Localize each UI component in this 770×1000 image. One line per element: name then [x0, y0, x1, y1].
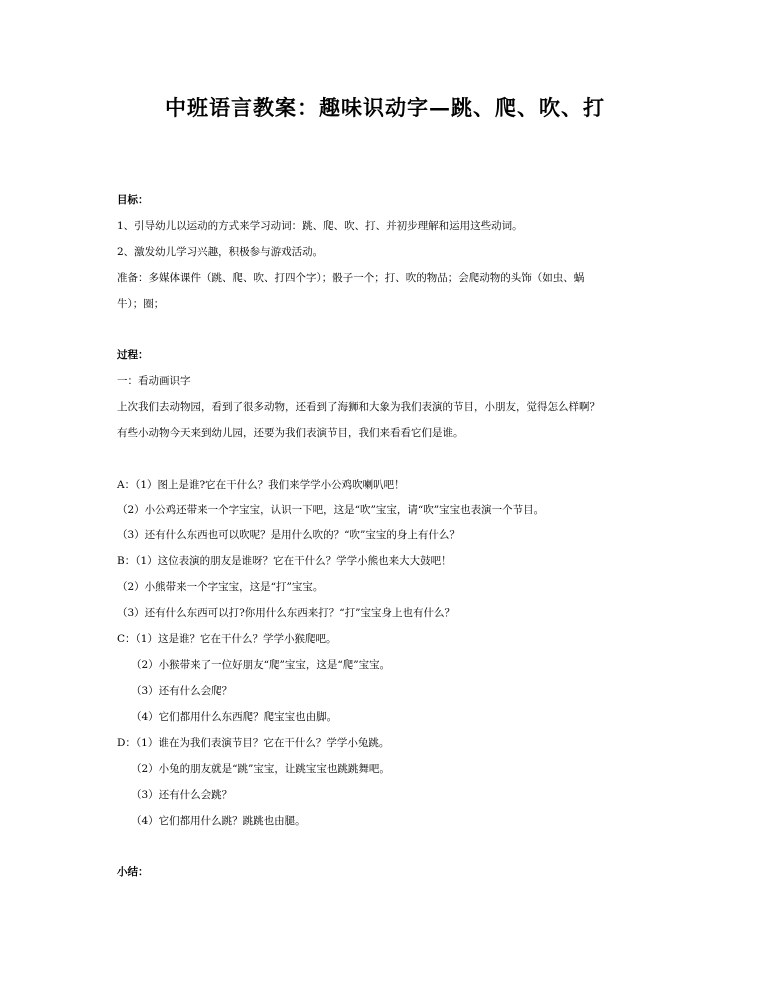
part-a-line-2: （2）小公鸡还带来一个字宝宝，认识一下吧，这是“吹”宝宝，请“吹”宝宝也表演一个节目。: [117, 504, 545, 516]
intro-line-2: 有些小动物今天来到幼儿园，还要为我们表演节目，我们来看看它们是谁。: [117, 427, 464, 439]
preparation-line-1: 准备：多媒体课件（跳、爬、吹、打四个字）；骰子一个；打、吹的物品；会爬动物的头饰（如虫、蜗: [117, 272, 585, 284]
document-title: 中班语言教案：趣味识动字—跳、爬、吹、打: [165, 95, 605, 120]
preparation-line-2: 牛）；圈；: [117, 298, 165, 310]
part-b-line-1: B：（1）这位表演的朋友是谁呀？它在干什么？学学小熊也来大大鼓吧！: [117, 555, 452, 567]
part-c-line-1: C：（1）这是谁？它在干什么？学学小猴爬吧。: [117, 633, 337, 645]
part-d-line-3: （3）还有什么会跳？: [131, 789, 233, 801]
part-a-line-3: （3）还有什么东西也可以吹呢？是用什么吹的？“吹”宝宝的身上有什么？: [117, 529, 460, 541]
part-d-line-2: （2）小兔的朋友就是“跳”宝宝，让跳宝宝也跳跳舞吧。: [131, 763, 390, 775]
intro-line-1: 上次我们去动物园，看到了很多动物，还看到了海狮和大象为我们表演的节目，小朋友，觉得怎么样啊？: [117, 401, 600, 413]
part-d-line-4: （4）它们都用什么跳？跳跳也由腿。: [131, 815, 306, 827]
part-b-line-2: （2）小熊带来一个字宝宝，这是“打”宝宝。: [117, 581, 324, 593]
part-c-line-3: （3）还有什么会爬？: [131, 685, 233, 697]
goal-item-1: 1、引导幼儿以运动的方式来学习动词：跳、爬、吹、打、并初步理解和运用这些动词。: [117, 220, 523, 232]
part-b-line-3: （3）还有什么东西可以打?你用什么东西来打？“打”宝宝身上也有什么？: [117, 607, 456, 619]
process-heading: 过程：: [117, 349, 149, 361]
part-c-line-4: （4）它们都用什么东西爬？爬宝宝也由脚。: [131, 711, 338, 723]
section-title: 一：看动画识字: [117, 375, 191, 387]
part-d-line-1: D：（1）谁在为我们表演节目？它在干什么？学学小兔跳。: [117, 737, 390, 749]
goals-heading: 目标：: [117, 194, 149, 206]
part-c-line-2: （2）小猴带来了一位好朋友“爬”宝宝，这是“爬”宝宝。: [131, 659, 391, 671]
part-a-line-1: A：（1）图上是谁?它在干什么？我们来学学小公鸡吹喇叭吧！: [117, 479, 405, 491]
goal-item-2: 2、激发幼儿学习兴趣，积极参与游戏活动。: [117, 246, 324, 258]
summary-heading: 小结：: [117, 866, 149, 878]
